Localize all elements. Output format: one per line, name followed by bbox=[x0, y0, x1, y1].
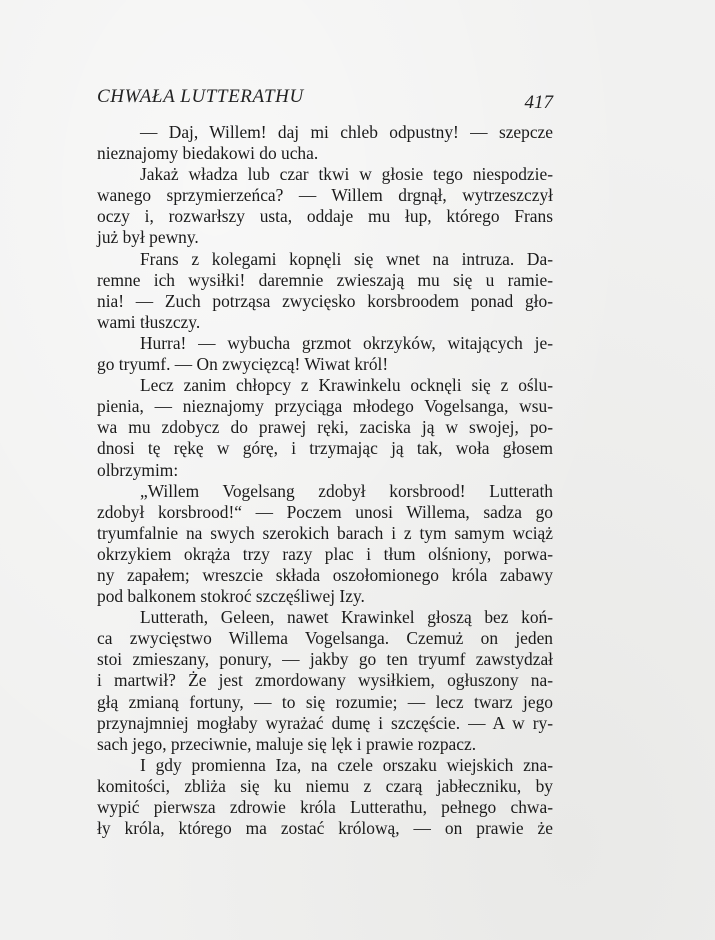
paragraph bbox=[97, 333, 553, 375]
text-line: nieznajomy biedakowi do ucha. bbox=[97, 143, 319, 164]
text-line: dnosi tę rękę w górę, i trzymając ją tak, woła głosem bbox=[97, 438, 553, 459]
text-line: już był pewny. bbox=[97, 227, 199, 248]
text-line: przynajmniej mogłaby wyrażać dumę i szczęście. — A w ry- bbox=[97, 712, 553, 733]
text-line: wypić pierwsza zdrowie króla Lutterathu, pełnego chwa- bbox=[97, 797, 553, 817]
text-line: I gdy promienna Iza, na czele orszaku wiejskich zna- bbox=[140, 754, 553, 775]
text-line: wa mu zdobycz do prawej ręki, zaciska ją w swojej, po- bbox=[97, 417, 553, 438]
text-line: Frans z kolegami kopnęli się wnet na intruza. Da- bbox=[140, 248, 553, 269]
text-line: tryumfalnie na swych szerokich barach i z tym samym wciąż bbox=[97, 522, 553, 543]
text-line: okrzykiem okrąża trzy razy plac i tłum olśniony, porwa- bbox=[97, 543, 553, 564]
body-text bbox=[97, 122, 553, 839]
text-line: „Willem Vogelsang zdobył korsbrood! Lutterath bbox=[140, 480, 553, 501]
paragraph bbox=[97, 164, 553, 248]
paragraph bbox=[97, 375, 553, 480]
text-line: olbrzymim: bbox=[97, 459, 179, 480]
text-line: Hurra! — wybucha grzmot okrzyków, witających je- bbox=[140, 332, 553, 353]
text-line: Jakaż władza lub czar tkwi w głosie tego niespodzie- bbox=[140, 164, 553, 185]
text-line: wanego sprzymierzeńca? — Willem drgnął, wytrzeszczył bbox=[97, 185, 553, 206]
text-line: ny zapałem; wreszcie składa oszołomionego króla zabawy bbox=[97, 564, 553, 585]
text-line: wami tłuszczy. bbox=[97, 311, 201, 332]
text-line: głą zmianą fortuny, — to się rozumie; — lecz twarz jego bbox=[97, 691, 553, 712]
text-line: sach jego, przeciwnie, maluje się lęk i prawie rozpacz. bbox=[97, 733, 477, 754]
text-line: nia! — Zuch potrząsa zwycięsko korsbroodem ponad gło- bbox=[97, 290, 553, 311]
paragraph bbox=[97, 481, 553, 608]
running-head bbox=[97, 86, 553, 112]
running-title: CHWAŁA LUTTERATHU bbox=[97, 86, 304, 107]
text-line: ły króla, którego ma zostać królową, — on prawie że bbox=[97, 818, 553, 839]
text-line: — Daj, Willem! daj mi chleb odpustny! — szepcze bbox=[140, 122, 553, 142]
text-line: oczy i, rozwarłszy usta, oddaje mu łup, którego Frans bbox=[97, 206, 553, 227]
text-line: zdobył korsbrood!“ — Poczem unosi Willema, sadza go bbox=[97, 501, 553, 522]
text-line: i martwił? Że jest zmordowany wysiłkiem, ogłuszony na- bbox=[97, 670, 553, 691]
text-line: remne ich wysiłki! daremnie zwieszają mu się u ramie- bbox=[97, 269, 553, 290]
paragraph bbox=[97, 607, 553, 755]
text-line: go tryumf. — On zwycięzcą! Wiwat król! bbox=[97, 354, 389, 375]
text-line: komitości, zbliża się ku niemu z czarą jabłeczniku, by bbox=[97, 775, 553, 796]
text-line: Lecz zanim chłopcy z Krawinkelu ocknęli się z oślu- bbox=[140, 375, 553, 396]
text-line: Lutterath, Geleen, nawet Krawinkel głoszą bez koń- bbox=[140, 607, 553, 628]
paragraph bbox=[97, 755, 553, 839]
text-line: stoi zmieszany, ponury, — jakby go ten tryumf zawstydzał bbox=[97, 649, 553, 670]
book-page bbox=[97, 86, 553, 839]
text-line: pienia, — nieznajomy przyciąga młodego Vogelsanga, wsu- bbox=[97, 396, 553, 417]
text-line: pod balkonem stokroć szczęśliwej Izy. bbox=[97, 586, 365, 607]
paragraph bbox=[97, 122, 553, 164]
text-line: ca zwycięstwo Willema Vogelsanga. Czemuż on jeden bbox=[97, 628, 553, 649]
paragraph bbox=[97, 249, 553, 333]
page-number: 417 bbox=[524, 92, 553, 113]
